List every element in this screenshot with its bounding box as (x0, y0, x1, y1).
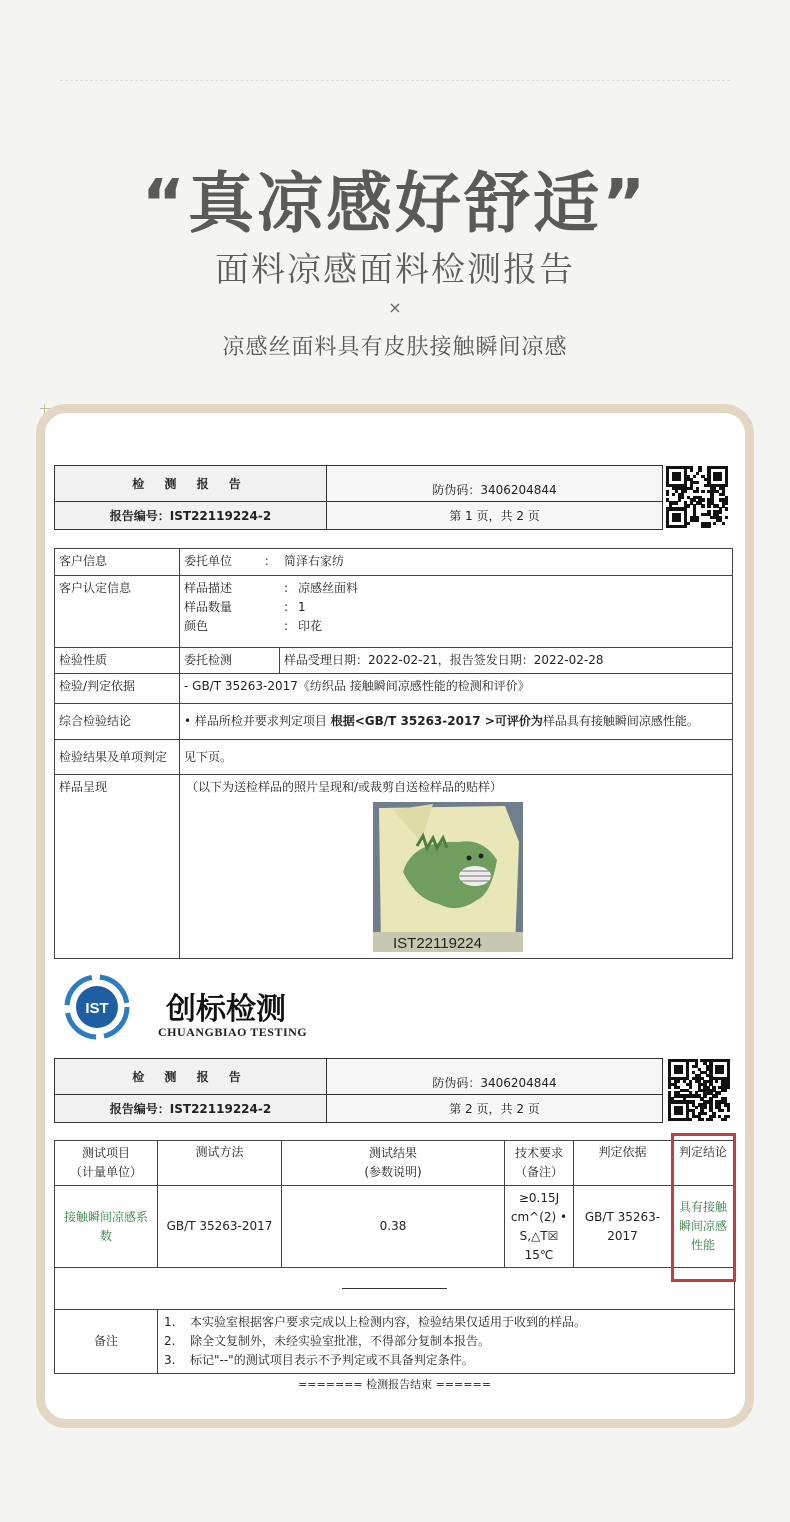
client-sep: ： (264, 554, 277, 568)
row-requirement: ≥0.15J cm^(2) • S,△T☒ 15℃ (505, 1186, 574, 1268)
report-header-page1 (54, 465, 663, 530)
col-requirement-sub: （备注） (514, 1165, 563, 1179)
ist-logo-icon (64, 974, 130, 1040)
desc-value: 凉感丝面料 (298, 581, 359, 595)
row-basis: GB/T 35263-2017 (574, 1186, 672, 1268)
svg-text:IST: IST (85, 1000, 109, 1017)
report-title-2: 检 测 报 告 (55, 1059, 327, 1095)
tagline: 凉感丝面料具有皮肤接触瞬间凉感 (222, 335, 568, 360)
desc-key: 样品描述 (184, 581, 233, 595)
qty-key: 样品数量 (184, 600, 233, 614)
note-number: 3. (164, 1353, 176, 1367)
anti-fake-code: 防伪码：3406204844 (327, 466, 663, 502)
conclusion-highlight-box (671, 1133, 736, 1282)
conclusion-prefix: • 样品所检并要求判定项目 (184, 714, 327, 728)
anti-fake-code-2: 防伪码：3406204844 (327, 1059, 663, 1095)
times-mark: × (388, 298, 402, 317)
basis-value: - GB/T 35263-2017《纺织品 接触瞬间凉感性能的检测和评价》 (180, 674, 733, 704)
qr-code-icon-2 (668, 1059, 730, 1121)
notes-table (54, 1309, 735, 1374)
page-indicator-2: 第 2 页，共 2 页 (327, 1095, 663, 1123)
sample-photo (373, 802, 523, 952)
nature-label: 检验性质 (55, 648, 180, 674)
client-label: 客户信息 (55, 549, 180, 576)
blank-row (55, 1268, 735, 1310)
report-number-2: 报告编号：IST22119224-2 (55, 1095, 327, 1123)
client-key: 委托单位 (184, 554, 233, 568)
col-result: 测试结果 (368, 1146, 417, 1160)
conclusion-label: 综合检验结论 (55, 704, 180, 740)
note-number: 2. (164, 1334, 176, 1348)
report-title: 检 测 报 告 (55, 466, 327, 502)
lab-name-cn: 创标检测 (166, 992, 286, 1027)
qr-code-icon (666, 466, 728, 528)
col-basis: 判定依据 (574, 1141, 672, 1186)
notes-label: 备注 (55, 1310, 158, 1374)
result-value: 见下页。 (180, 740, 733, 775)
qty-value: 1 (298, 600, 306, 614)
row-conclusion: 具有接触瞬间凉感性能 (672, 1186, 735, 1268)
row-result: 0.38 (282, 1186, 505, 1268)
col-item-sub: （计量单位） (69, 1165, 142, 1179)
result-label: 检验结果及单项判定 (55, 740, 180, 775)
color-key: 颜色 (184, 619, 209, 633)
test-results-table (54, 1140, 735, 1310)
nature-value: 委托检测 (180, 648, 280, 674)
row-method: GB/T 35263-2017 (158, 1186, 282, 1268)
report-end-marker: ======= 检测报告结束 ====== (298, 1378, 491, 1391)
color-value: 印花 (298, 619, 323, 633)
lab-name-en: CHUANGBIAO TESTING (158, 1025, 308, 1039)
conclusion-suffix: 样品具有接触瞬间凉感性能。 (542, 714, 699, 728)
note-3: 标记"--"的测试项目表示不予判定或不具备判定条件。 (190, 1353, 474, 1367)
note-number: 1. (164, 1315, 176, 1329)
client-value: 简泽右家纺 (284, 554, 345, 568)
subheadline: 面料凉感面料检测报告 (215, 250, 575, 290)
headline: “真凉感好舒适” (141, 165, 649, 242)
sample-note: （以下为送检样品的照片呈现和/或裁剪自送检样品的贴样） (180, 775, 733, 959)
basis-label: 检验/判定依据 (55, 674, 180, 704)
sample-caption: IST22119224 (393, 935, 482, 952)
customer-info-label: 客户认定信息 (55, 576, 180, 648)
col-conclusion: 判定结论 (672, 1141, 735, 1186)
sample-label: 样品呈现 (55, 775, 180, 959)
report-header-page2 (54, 1058, 663, 1123)
col-result-sub: (参数说明) (364, 1165, 422, 1179)
sample-fabric-illustration (373, 802, 523, 952)
sample-info-table: 客户信息 委托单位 ： 简泽右家纺 客户认定信息 样品描述 : 凉感丝面料 样品数量 : 1 颜色 : 印花 检验性质 委托检测 样品受理日期：2022-02-21，报告签发日期：2022-02-28 检验/判定依据 - GB/T 35263-2017《纺织品 接触瞬间凉感性能的检测和评价》 综合检验结论 • 样品所检并要求判定项目 根据<GB/T 35263-2017 >可评价为样品具有接触瞬间凉感性能。 检验结果及单项判定 见下页。 样品呈现 （以下为送检样品的照片呈现和/或裁剪自送检样品的贴样） (54, 548, 733, 959)
report-number: 报告编号：IST22119224-2 (55, 502, 327, 530)
dates-value: 样品受理日期：2022-02-21，报告签发日期：2022-02-28 (280, 648, 733, 674)
row-item: 接触瞬间凉感系数 (55, 1186, 158, 1268)
col-item: 测试项目 (81, 1146, 130, 1160)
col-method: 测试方法 (158, 1141, 282, 1186)
col-requirement: 技术要求 (514, 1146, 563, 1160)
top-divider (60, 80, 730, 81)
note-2: 除全文复制外，未经实验室批准，不得部分复制本报告。 (190, 1334, 491, 1348)
conclusion-bold: 根据<GB/T 35263-2017 >可评价为 (330, 714, 543, 728)
note-1: 本实验室根据客户要求完成以上检测内容，检验结果仅适用于收到的样品。 (190, 1315, 587, 1329)
page-indicator: 第 1 页，共 2 页 (327, 502, 663, 530)
